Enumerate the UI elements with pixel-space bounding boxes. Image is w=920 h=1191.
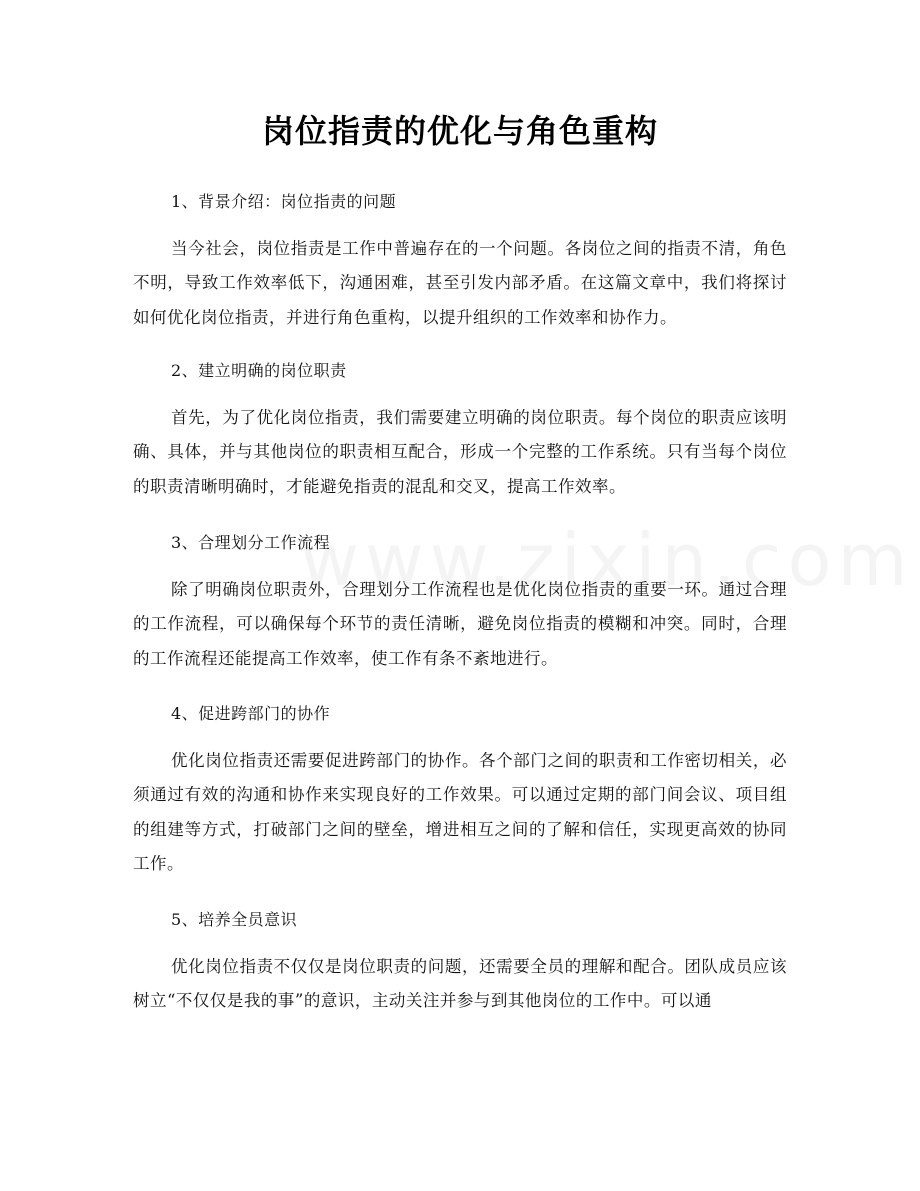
section-heading-4: 4、促进跨部门的协作 [171,704,331,723]
section-paragraph-1: 当今社会，岗位指责是工作中普遍存在的一个问题。各岗位之间的指责不清，角色不明，导致工作效率低下，沟通困难，甚至引发内部矛盾。在这篇文章中，我们将探讨如何优化岗位指责，并进行角色重构，以提升组织的工作效率和协作力。 [133,239,787,327]
section-heading-2: 2、建立明确的岗位职责 [171,361,347,380]
section-heading-1: 1、背景介绍：岗位指责的问题 [171,192,397,211]
section-paragraph-5: 优化岗位指责不仅仅是岗位职责的问题，还需要全员的理解和配合。团队成员应该树立“不仅仅是我的事”的意识，主动关注并参与到其他岗位的工作中。可以通 [133,957,787,1011]
document-title: 岗位指责的优化与角色重构 [261,112,658,150]
section-heading-3: 3、合理划分工作流程 [171,533,331,552]
section-paragraph-2: 首先，为了优化岗位指责，我们需要建立明确的岗位职责。每个岗位的职责应该明确、具体，并与其他岗位的职责相互配合，形成一个完整的工作系统。只有当每个岗位的职责清晰明确时，才能避免指责的混乱和交叉，提高工作效率。 [133,408,787,496]
section-paragraph-3: 除了明确岗位职责外，合理划分工作流程也是优化岗位指责的重要一环。通过合理的工作流程，可以确保每个环节的责任清晰，避免岗位指责的模糊和冲突。同时，合理的工作流程还能提高工作效率，使工作有条不紊地进行。 [133,580,787,668]
section-heading-5: 5、培养全员意识 [171,910,298,929]
section-paragraph-4: 优化岗位指责还需要促进跨部门的协作。各个部门之间的职责和工作密切相关，必须通过有效的沟通和协作来实现良好的工作效果。可以通过定期的部门间会议、项目组的组建等方式，打破部门之间的壁垒，增进相互之间的了解和信任，实现更高效的协同工作。 [133,751,787,873]
